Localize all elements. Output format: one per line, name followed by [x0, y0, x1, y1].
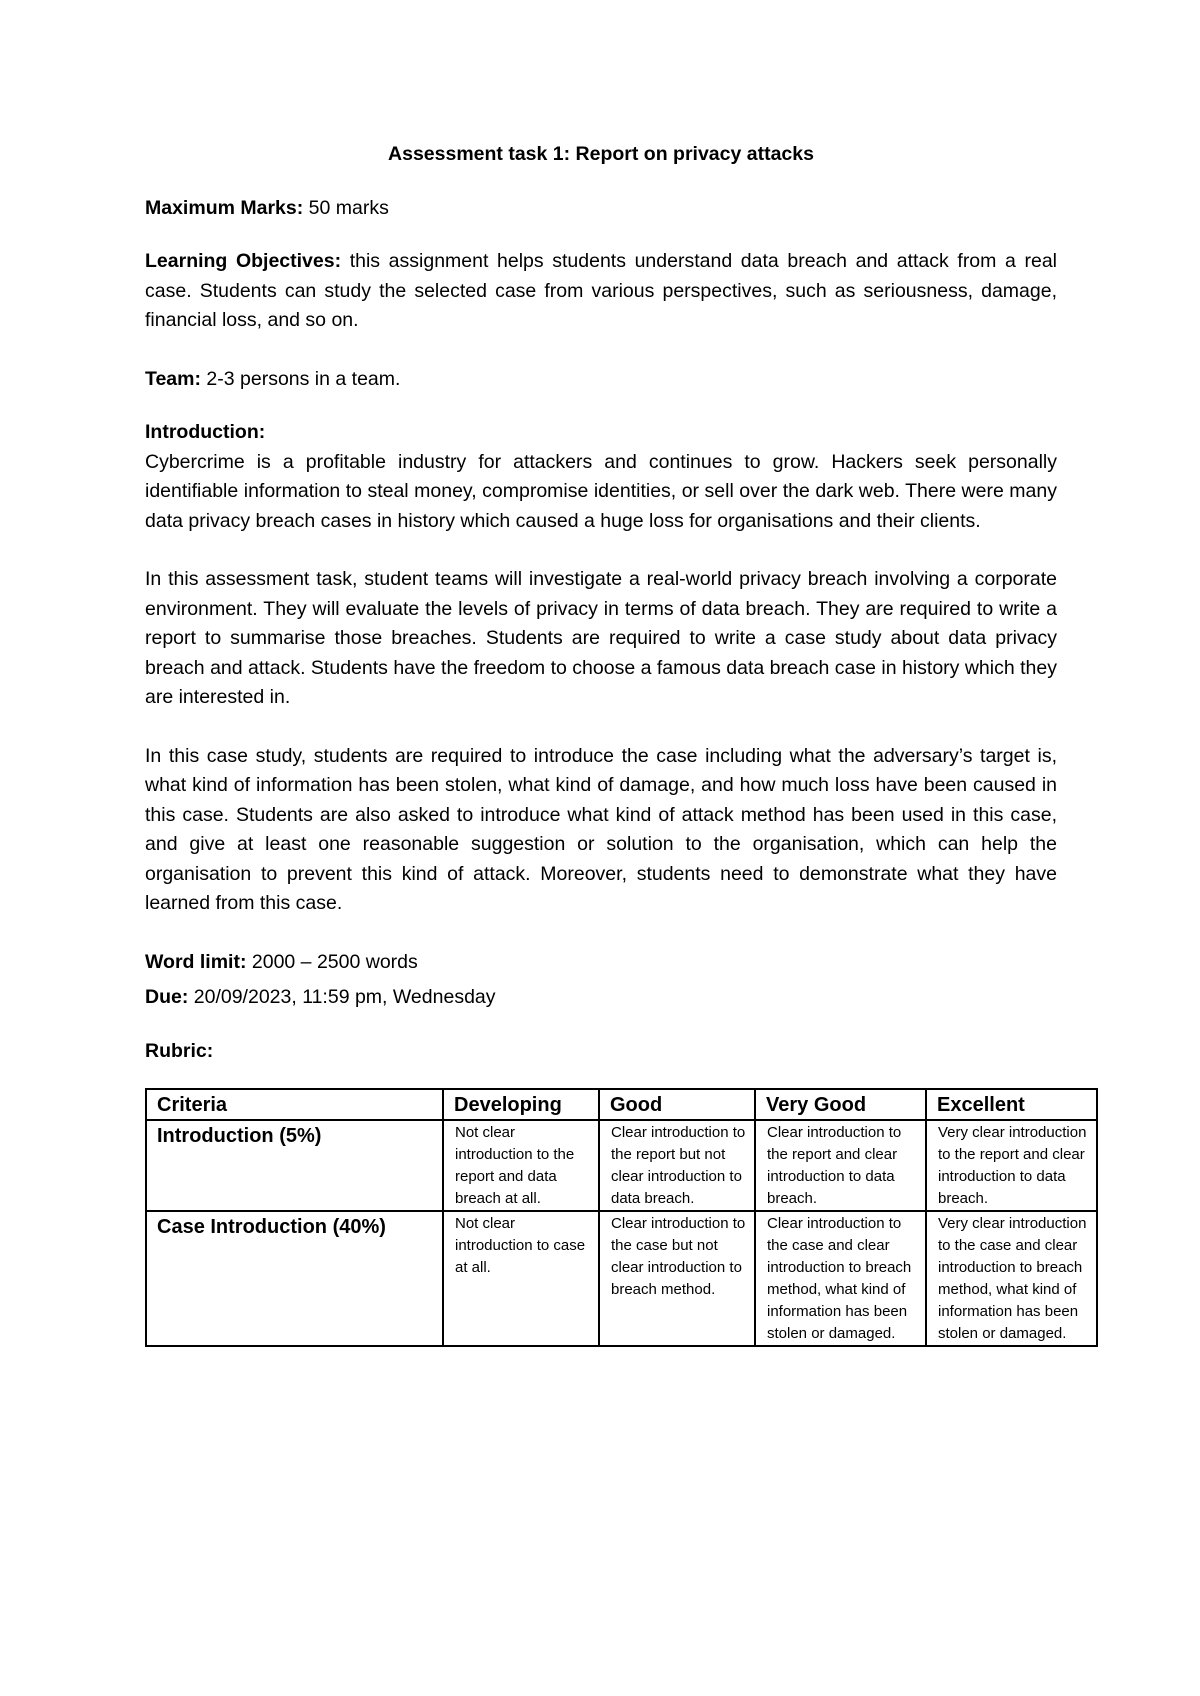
rubric-cell: Clear introduction to the report but not clear introduction to data breach.: [599, 1120, 755, 1211]
team: [145, 365, 1057, 395]
rubric-header-excellent: Excellent: [926, 1089, 1097, 1120]
rubric-cell: Very clear introduction to the report and clear introduction to data breach.: [926, 1120, 1097, 1211]
team-value: 2-3 persons in a team.: [201, 367, 401, 390]
introduction-paragraph-3: In this case study, students are required to introduce the case including what the adversary’s target is, what kind of information has been stolen, what kind of damage, and how much loss have been caused in this case. Students are also asked to introduce what kind of attack method has been used in this case, and give at least one reasonable suggestion or solution to the organisation, which can help the organisation to prevent this kind of attack. Moreover, students need to demonstrate what they have learned from this case.: [145, 744, 1057, 914]
word-limit-value: 2000 – 2500 words: [246, 950, 418, 973]
rubric-cell: Clear introduction to the report and clear introduction to data breach.: [755, 1120, 926, 1211]
max-marks: [145, 194, 1057, 224]
rubric-header-good: Good: [599, 1089, 755, 1120]
word-limit-label: Word limit:: [145, 950, 247, 973]
word-limit: [145, 948, 1057, 978]
introduction-paragraph-2: In this assessment task, student teams will investigate a real-world privacy breach involving a corporate environment. They will evaluate the levels of privacy in terms of data breach. They are required to write a report to summarise those breaches. Students are required to write a case study about data privacy breach and attack. Students have the freedom to choose a famous data breach case in history which they are interested in.: [145, 568, 1057, 708]
rubric-cell: Clear introduction to the case and clear introduction to breach method, what kind of information has been stolen or damaged.: [755, 1211, 926, 1346]
table-row: [146, 1120, 1097, 1211]
table-row: [146, 1211, 1097, 1346]
document-title: Assessment task 1: Report on privacy attacks: [388, 143, 814, 165]
max-marks-label: Maximum Marks:: [145, 196, 304, 219]
team-label: Team:: [145, 367, 201, 390]
introduction-heading: Introduction:: [145, 421, 266, 443]
max-marks-value: 50 marks: [303, 196, 389, 219]
rubric-cell: Clear introduction to the case but not clear introduction to breach method.: [599, 1211, 755, 1346]
rubric-criteria-case-introduction: Case Introduction (40%): [146, 1211, 443, 1346]
learning-objectives-label: Learning Objectives:: [145, 250, 342, 272]
learning-objectives: [145, 247, 1057, 336]
rubric-cell: Not clear introduction to case at all.: [443, 1211, 599, 1346]
rubric-header-developing: Developing: [443, 1089, 599, 1120]
due-label: Due:: [145, 986, 189, 1008]
rubric-cell: Very clear introduction to the case and clear introduction to breach method, what kind of information has been stolen or damaged.: [926, 1211, 1097, 1346]
learning-objectives-text: this assignment helps students understand data breach and attack from a real case. Students can study the selected case from various perspectives, such as seriousness, damage, financial loss, and so on.: [145, 250, 1057, 331]
rubric-header-criteria: Criteria: [146, 1089, 443, 1120]
rubric-cell: Not clear introduction to the report and data breach at all.: [443, 1120, 599, 1211]
introduction-paragraph-1: Cybercrime is a profitable industry for attackers and continues to grow. Hackers seek personally identifiable information to steal money, compromise identities, or sell over the dark web. There were many data privacy breach cases in history which caused a huge loss for organisations and their clients.: [145, 450, 1057, 532]
due-date: [145, 983, 1057, 1013]
rubric-table: [145, 1088, 1098, 1347]
rubric-criteria-introduction: Introduction (5%): [146, 1120, 443, 1211]
due-value: 20/09/2023, 11:59 pm, Wednesday: [188, 986, 496, 1008]
document-page: [145, 140, 1087, 1347]
rubric-heading: Rubric:: [145, 1039, 214, 1062]
rubric-header-row: [146, 1089, 1097, 1120]
rubric-header-very-good: Very Good: [755, 1089, 926, 1120]
